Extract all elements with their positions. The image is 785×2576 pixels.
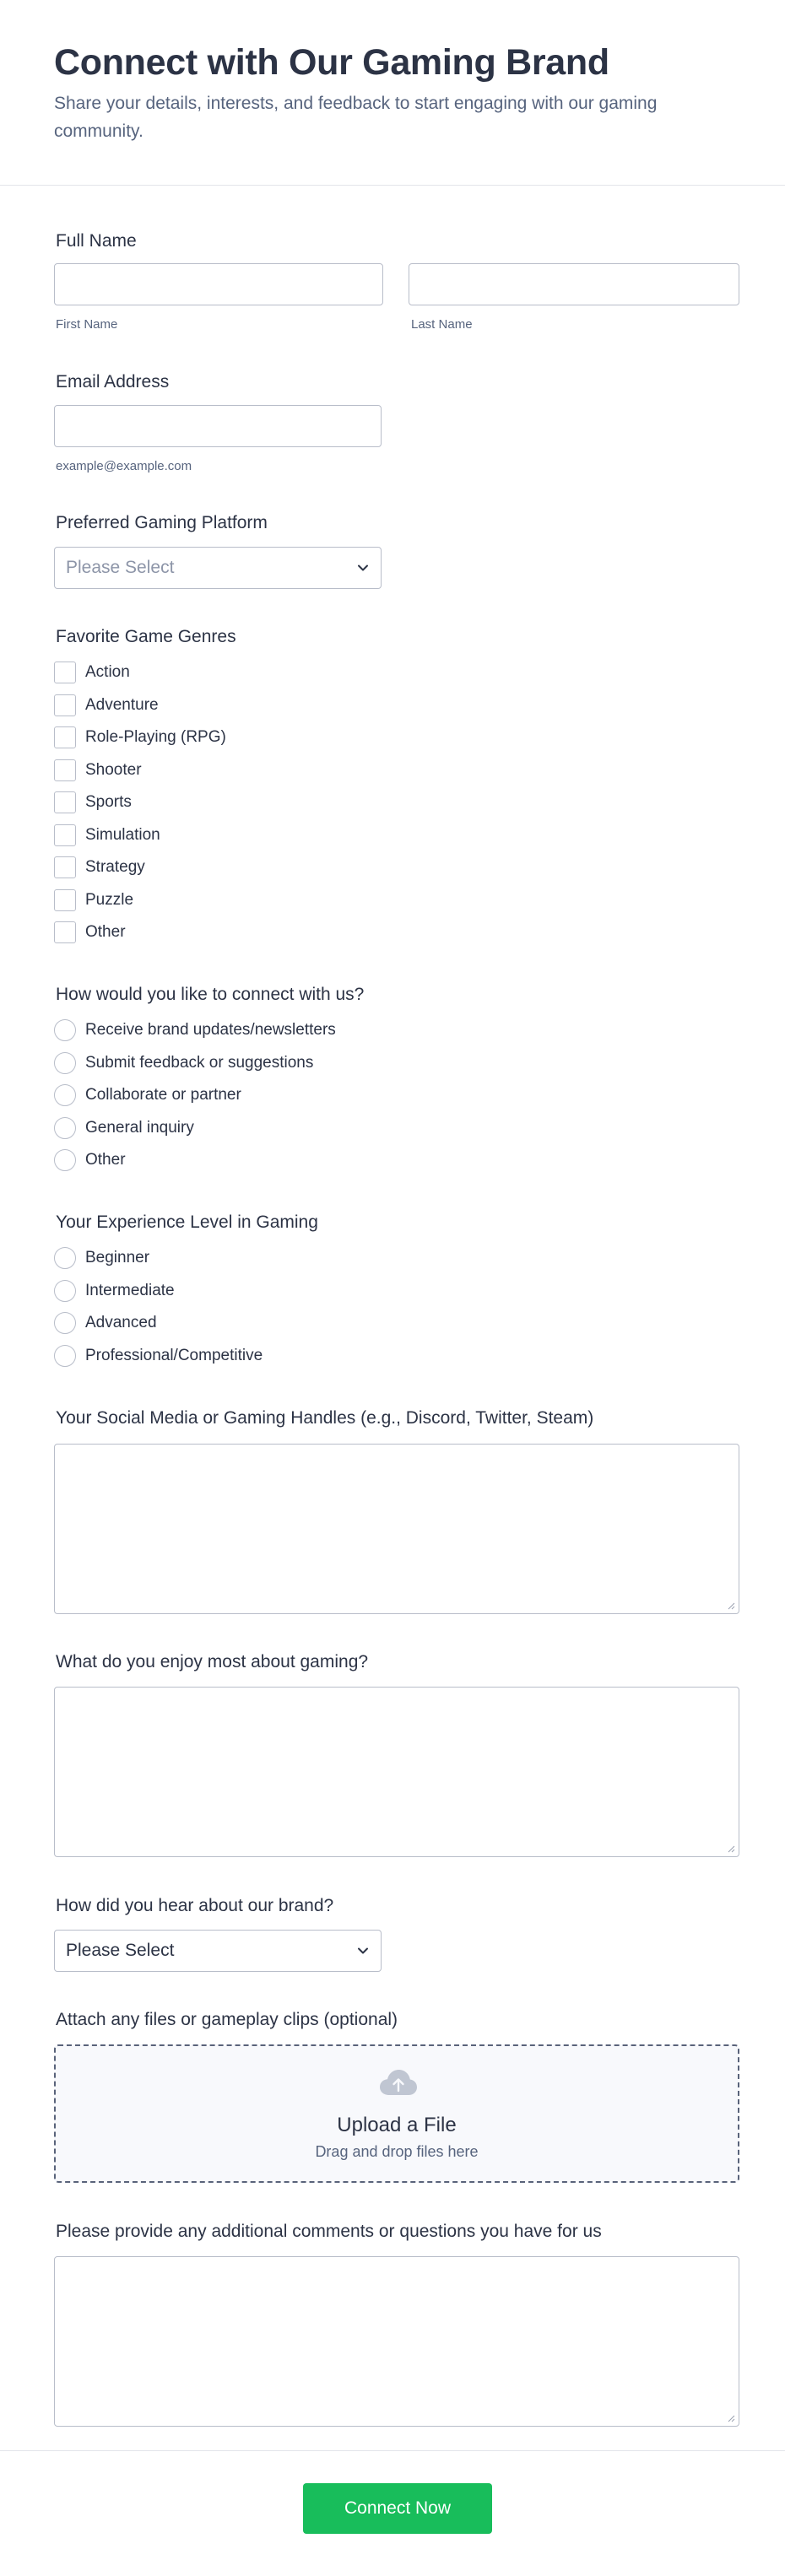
checkbox[interactable] (54, 726, 76, 748)
resize-grip-icon[interactable] (728, 2415, 735, 2422)
genre-option-label: Simulation (85, 826, 160, 844)
last-name-sublabel: Last Name (411, 317, 473, 332)
platform-select[interactable] (54, 547, 382, 589)
genre-option-label: Strategy (85, 858, 145, 876)
connect-option-label: General inquiry (85, 1119, 194, 1137)
genres-label: Favorite Game Genres (56, 627, 236, 646)
platform-label: Preferred Gaming Platform (56, 513, 268, 532)
email-sublabel: example@example.com (56, 459, 192, 473)
enjoy-textarea[interactable] (54, 1687, 739, 1857)
handles-label: Your Social Media or Gaming Handles (e.g., Discord, Twitter, Steam) (56, 1408, 594, 1428)
chevron-down-icon (357, 1945, 369, 1957)
connect-option-label: Submit feedback or suggestions (85, 1054, 314, 1072)
radio-button[interactable] (54, 1247, 76, 1269)
resize-grip-icon[interactable] (728, 1845, 735, 1853)
full-name-label: Full Name (56, 231, 137, 251)
checkbox[interactable] (54, 921, 76, 943)
heard-label: How did you hear about our brand? (56, 1896, 334, 1915)
radio-button[interactable] (54, 1052, 76, 1074)
email-label: Email Address (56, 372, 170, 392)
connect-option-label: Receive brand updates/newsletters (85, 1021, 336, 1039)
attach-label: Attach any files or gameplay clips (optional) (56, 2010, 398, 2029)
genre-option-label: Role-Playing (RPG) (85, 728, 226, 746)
upload-title: Upload a File (337, 2114, 457, 2136)
form-header (0, 0, 785, 186)
first-name-input[interactable] (54, 263, 383, 305)
radio-button[interactable] (54, 1345, 76, 1367)
checkbox[interactable] (54, 759, 76, 781)
radio-button[interactable] (54, 1117, 76, 1139)
genre-option-label: Action (85, 663, 130, 681)
first-name-sublabel: First Name (56, 317, 118, 332)
genre-option-label: Adventure (85, 696, 159, 714)
checkbox[interactable] (54, 662, 76, 683)
radio-button[interactable] (54, 1312, 76, 1334)
genre-option-label: Shooter (85, 761, 142, 779)
checkbox[interactable] (54, 791, 76, 813)
heard-select[interactable] (54, 1930, 382, 1972)
genre-option-label: Other (85, 923, 126, 941)
connect-option-label: Collaborate or partner (85, 1086, 241, 1104)
file-upload-dropzone[interactable] (54, 2044, 739, 2183)
comments-label: Please provide any additional comments or questions you have for us (56, 2222, 602, 2241)
experience-option-label: Professional/Competitive (85, 1347, 263, 1364)
experience-option-label: Beginner (85, 1249, 150, 1266)
enjoy-label: What do you enjoy most about gaming? (56, 1652, 369, 1671)
form-footer (0, 2450, 785, 2576)
genre-option-label: Sports (85, 793, 132, 811)
connect-now-button[interactable]: Connect Now (303, 2483, 492, 2534)
connect-label: How would you like to connect with us? (56, 985, 365, 1004)
heard-select-value: Please Select (66, 1941, 175, 1960)
checkbox[interactable] (54, 856, 76, 878)
radio-button[interactable] (54, 1019, 76, 1041)
checkbox[interactable] (54, 694, 76, 716)
genre-option-label: Puzzle (85, 891, 134, 909)
page-subtitle: Share your details, interests, and feedback to start engaging with our gaming community. (54, 94, 658, 141)
upload-hint: Drag and drop files here (315, 2143, 479, 2160)
email-input[interactable] (54, 405, 382, 447)
experience-label: Your Experience Level in Gaming (56, 1212, 318, 1232)
checkbox[interactable] (54, 889, 76, 911)
radio-button[interactable] (54, 1149, 76, 1171)
radio-button[interactable] (54, 1084, 76, 1106)
chevron-down-icon (357, 562, 369, 574)
last-name-input[interactable] (409, 263, 739, 305)
experience-option-label: Advanced (85, 1314, 157, 1331)
connect-option-label: Other (85, 1151, 126, 1169)
cloud-upload-icon (378, 2068, 419, 2098)
comments-textarea[interactable] (54, 2256, 739, 2427)
checkbox[interactable] (54, 824, 76, 846)
platform-select-value: Please Select (66, 558, 175, 577)
handles-textarea[interactable] (54, 1444, 739, 1614)
radio-button[interactable] (54, 1280, 76, 1302)
resize-grip-icon[interactable] (728, 1602, 735, 1610)
page-title: Connect with Our Gaming Brand (54, 42, 609, 83)
experience-option-label: Intermediate (85, 1282, 175, 1299)
